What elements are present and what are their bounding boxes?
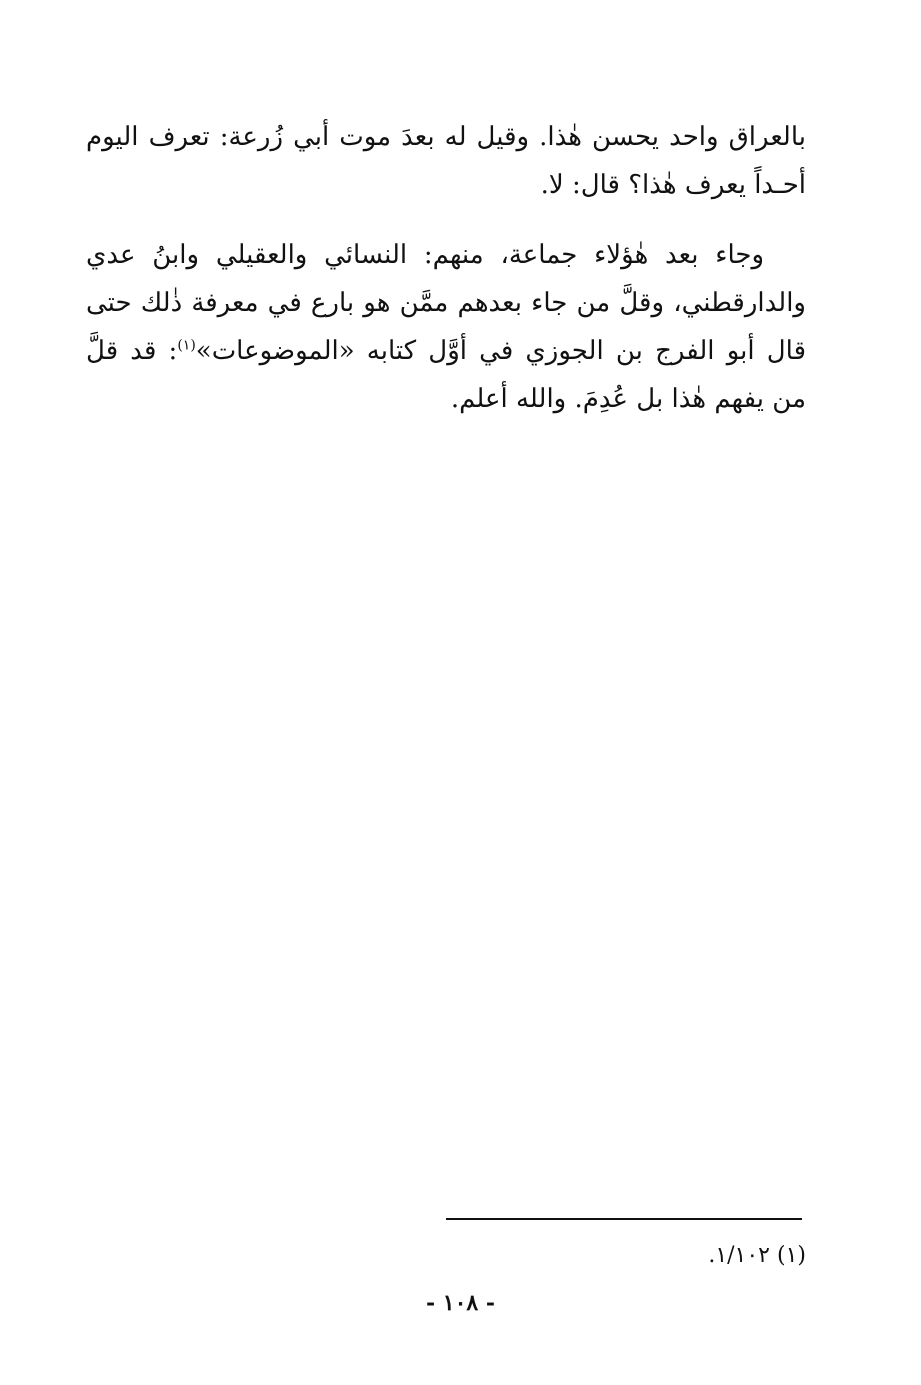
page-number: - ١٠٨ -: [425, 1290, 496, 1316]
footnote: [446, 1240, 806, 1272]
footnote-separator: [446, 1218, 802, 1220]
paragraph-text-before-ref: وجاء بعد هٰؤلاء جماعة، منهم: النسائي والعقيلي وابنُ عدي والدارقطني، وقلَّ من جاء بعدهم ممَّن هو بارع في معرفة ذٰلك حتى قال أبو الفرج بن الجوزي في أوَّل كتابه «الموضوعات»: [86, 240, 806, 366]
footnote-text: (١) ١/١٠٢.: [708, 1243, 806, 1268]
paragraph-text-after-ref: : قد قلَّ من يفهم هٰذا بل عُدِمَ. والله أعلم.: [86, 336, 806, 414]
body-paragraph-1: [86, 113, 806, 209]
paragraph-text: [86, 231, 806, 423]
footnote-reference[interactable]: (١): [177, 337, 196, 354]
body-paragraph-2: [86, 231, 806, 423]
paragraph-text: بالعراق واحد يحسن هٰذا. وقيل له بعدَ موت أبي زُرعة: تعرف اليوم أحـداً يعرف هٰذا؟ قال: لا.: [86, 122, 806, 200]
